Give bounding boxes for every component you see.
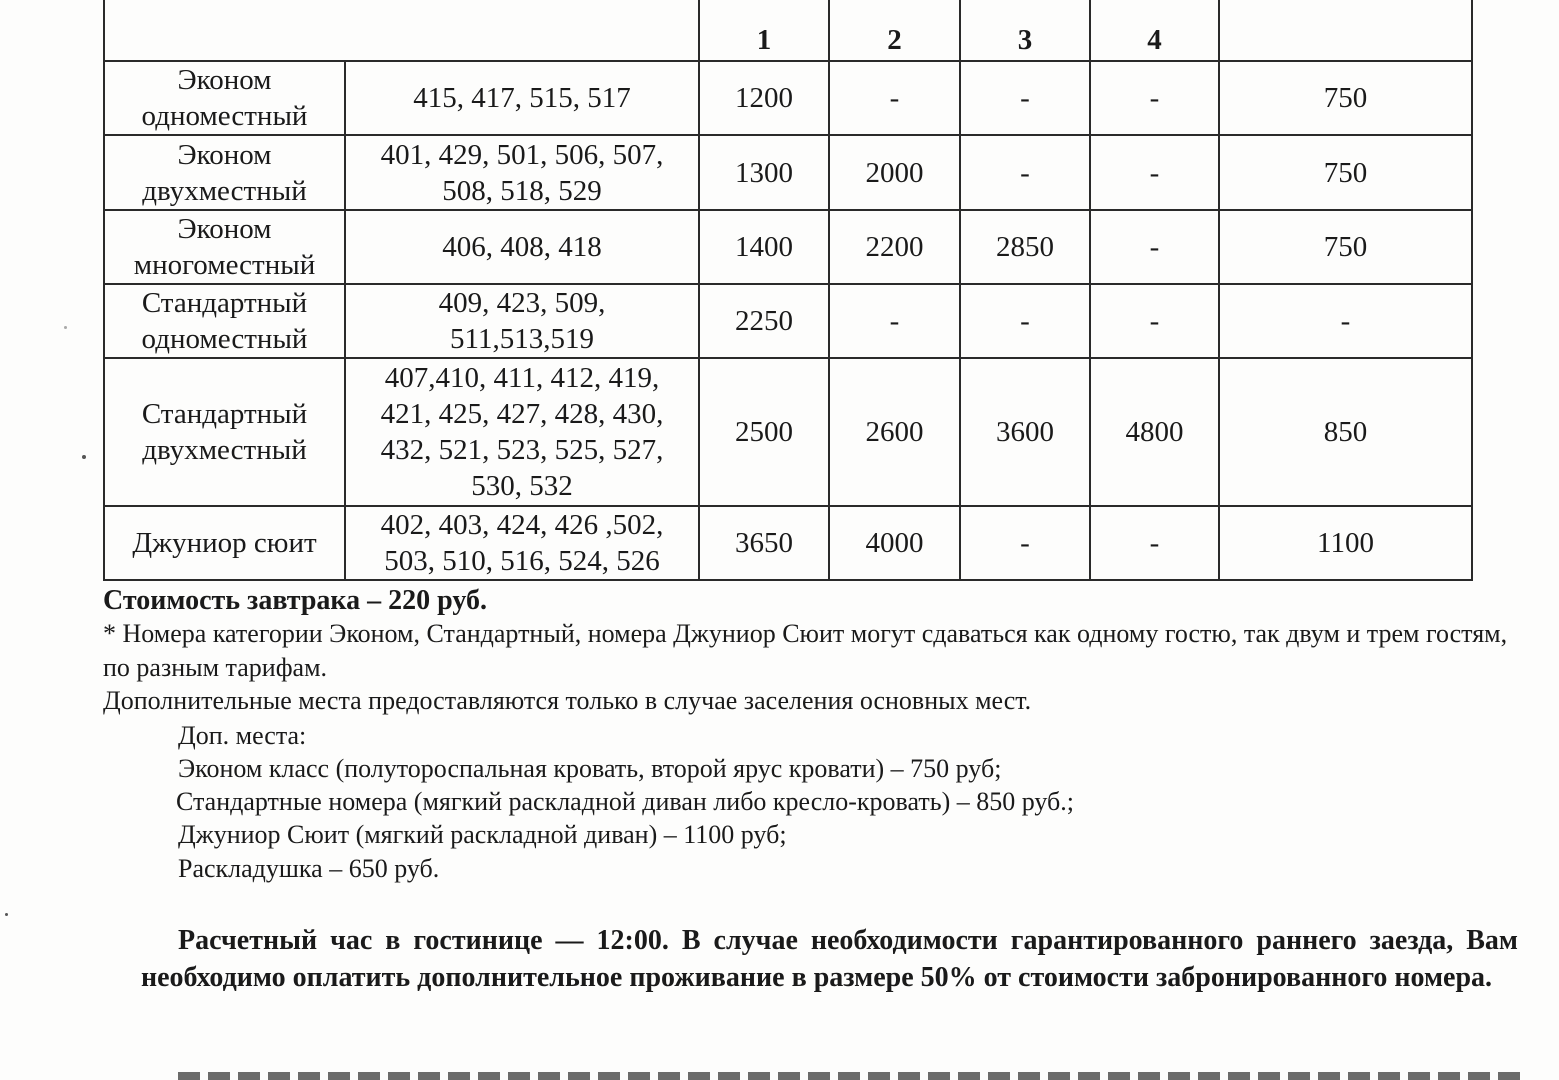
price-1-cell: 2500	[699, 358, 829, 506]
extra-bed-item: Раскладушка – 650 руб.	[178, 854, 440, 883]
extra-bed-item: Джуниор Сюит (мягкий раскладной диван) – 1100 руб;	[178, 820, 787, 849]
extra-bed-item: Стандартные номера (мягкий раскладной диван либо кресло-кровать) – 850 руб.;	[176, 787, 1074, 816]
rooms-cell: 401, 429, 501, 506, 507, 508, 518, 529	[345, 135, 699, 210]
footnote: * Номера категории Эконом, Стандартный, номера Джуниор Сюит могут сдаваться как одному гостю, так двум и трем гостям, по разным тарифам.	[103, 619, 1508, 682]
price-3-cell: -	[960, 135, 1090, 210]
extra-beds-heading: Доп. места:	[178, 721, 307, 750]
header-cell-guests-4: 4	[1090, 0, 1219, 61]
extra-bed-cell: -	[1219, 284, 1472, 358]
header-cell-guests-1: 1	[699, 0, 829, 61]
price-4-cell: -	[1090, 61, 1219, 135]
category-cell: Эконом многоместный	[104, 210, 345, 284]
table-row	[104, 284, 1472, 358]
scan-speck	[64, 326, 67, 329]
price-2-cell: 2200	[829, 210, 960, 284]
checkout-notice: Расчетный час в гостинице — 12:00. В случае необходимости гарантированного раннего заезда, Вам необходимо оплатить дополнительное проживание в размере 50% от стоимости забронированного номера.	[141, 925, 1518, 993]
table-row	[104, 135, 1472, 210]
table-header-row	[104, 0, 1472, 61]
table-row	[104, 210, 1472, 284]
price-2-cell: 2600	[829, 358, 960, 506]
extra-bed-cell: 750	[1219, 210, 1472, 284]
header-cell-extra	[1219, 0, 1472, 61]
price-3-cell: -	[960, 284, 1090, 358]
extra-bed-cell: 850	[1219, 358, 1472, 506]
rooms-cell: 415, 417, 515, 517	[345, 61, 699, 135]
price-3-cell: -	[960, 61, 1090, 135]
table-row	[104, 61, 1472, 135]
rooms-cell: 406, 408, 418	[345, 210, 699, 284]
extra-beds-rule: Дополнительные места предоставляются только в случае заселения основных мест.	[103, 686, 1032, 715]
category-cell: Стандартный двухместный	[104, 358, 345, 506]
price-4-cell: -	[1090, 284, 1219, 358]
price-4-cell: 4800	[1090, 358, 1219, 506]
header-cell-guests-3: 3	[960, 0, 1090, 61]
price-table	[103, 0, 1473, 581]
price-2-cell: -	[829, 284, 960, 358]
price-2-cell: -	[829, 61, 960, 135]
rooms-cell: 407,410, 411, 412, 419, 421, 425, 427, 428, 430, 432, 521, 523, 525, 527, 530, 532	[345, 358, 699, 506]
price-1-cell: 1200	[699, 61, 829, 135]
price-3-cell: 2850	[960, 210, 1090, 284]
table-row	[104, 506, 1472, 580]
price-2-cell: 4000	[829, 506, 960, 580]
table-row	[104, 358, 1472, 506]
price-4-cell: -	[1090, 210, 1219, 284]
price-3-cell: 3600	[960, 358, 1090, 506]
price-1-cell: 3650	[699, 506, 829, 580]
price-2-cell: 2000	[829, 135, 960, 210]
breakfast-price: Стоимость завтрака – 220 руб.	[103, 585, 487, 616]
extra-bed-cell: 1100	[1219, 506, 1472, 580]
extra-bed-cell: 750	[1219, 135, 1472, 210]
cropped-text-line	[178, 1066, 1523, 1080]
price-4-cell: -	[1090, 135, 1219, 210]
category-cell: Эконом двухместный	[104, 135, 345, 210]
price-1-cell: 2250	[699, 284, 829, 358]
header-cell-guests-2: 2	[829, 0, 960, 61]
price-1-cell: 1400	[699, 210, 829, 284]
category-cell: Джуниор сюит	[104, 506, 345, 580]
header-cell-category	[104, 0, 699, 61]
extra-bed-item: Эконом класс (полутороспальная кровать, второй ярус кровати) – 750 руб;	[178, 754, 1002, 783]
category-cell: Стандартный одноместный	[104, 284, 345, 358]
scan-speck	[82, 455, 86, 459]
category-cell: Эконом одноместный	[104, 61, 345, 135]
rooms-cell: 402, 403, 424, 426 ,502, 503, 510, 516, 524, 526	[345, 506, 699, 580]
rooms-cell: 409, 423, 509, 511,513,519	[345, 284, 699, 358]
extra-bed-cell: 750	[1219, 61, 1472, 135]
price-4-cell: -	[1090, 506, 1219, 580]
scan-speck	[5, 913, 8, 916]
price-1-cell: 1300	[699, 135, 829, 210]
price-3-cell: -	[960, 506, 1090, 580]
